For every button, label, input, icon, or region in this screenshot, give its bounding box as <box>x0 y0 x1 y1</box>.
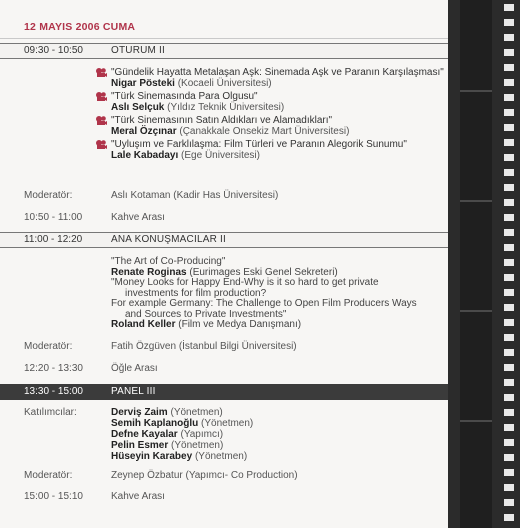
participant-name: Semih Kaplanoğlu <box>111 418 199 429</box>
lunch-label: Öğle Arası <box>111 363 158 374</box>
participant <box>111 418 253 429</box>
film-reel-icon <box>95 115 107 126</box>
moderator-label: Moderatör: <box>24 190 73 201</box>
participant-role: (Yönetmen) <box>170 407 223 418</box>
session-header-ana-konusmacilar <box>0 232 448 248</box>
talk-item <box>111 139 444 161</box>
lunch-time: 12:20 - 13:30 <box>24 363 83 374</box>
participant-role: (Yönetmen) <box>171 440 224 451</box>
speaker-affiliation: (Eurimages Eski Genel Sekreteri) <box>189 266 338 278</box>
moderator-name: Zeynep Özbatur (Yapımcı- Co Production) <box>111 470 298 481</box>
session-time: 09:30 - 10:50 <box>24 45 83 56</box>
session1-talks <box>111 67 444 163</box>
film-frame-divider <box>460 200 492 202</box>
talk-title: "Gündelik Hayatta Metalaşan Aşk: Sinemada Aşk ve Paranın Karşılaşması" <box>111 67 444 78</box>
break-label: Kahve Arası <box>111 212 165 223</box>
film-reel-icon <box>95 91 107 102</box>
participant <box>111 451 253 462</box>
session-header-panel-iii <box>0 384 448 400</box>
talk-title-cont: investments for film production? <box>125 287 267 299</box>
talk-title: "Money Looks for Happy End-Why is it so hard to get private <box>111 277 379 288</box>
session-time: 11:00 - 12:20 <box>24 234 83 245</box>
moderator-label: Moderatör: <box>24 470 73 481</box>
film-strip <box>448 0 520 528</box>
talk-title: "Türk Sinemasında Para Olgusu" <box>111 91 258 102</box>
break-label: Kahve Arası <box>111 491 165 502</box>
film-frame-divider <box>460 420 492 422</box>
speaker-name: Aslı Selçuk <box>111 102 165 113</box>
moderator-name: Fatih Özgüven (İstanbul Bilgi Üniversitesi) <box>111 341 297 352</box>
speaker-affiliation: (Film ve Medya Danışmanı) <box>178 319 302 330</box>
speaker-affiliation: (Çanakkale Onsekiz Mart Üniversitesi) <box>179 126 350 137</box>
talk-title: "Türk Sinemasının Satın Aldıkları ve Alamadıkları" <box>111 115 333 126</box>
talk-item <box>111 91 444 113</box>
talk-title-cont: and Sources to Private Investments" <box>125 308 287 320</box>
film-strip-frame-area <box>460 0 492 528</box>
speaker-name: Lale Kabadayı <box>111 150 179 161</box>
keynote-talks <box>111 257 417 331</box>
participant-role: (Yapımcı) <box>180 429 224 440</box>
speaker-affiliation: (Yıldız Teknik Üniversitesi) <box>167 102 285 113</box>
moderator-label: Moderatör: <box>24 341 73 352</box>
session-title: ANA KONUŞMACILAR II <box>111 234 226 245</box>
break-time: 10:50 - 11:00 <box>24 212 83 223</box>
speaker-name: Roland Keller <box>111 319 176 330</box>
speaker-name: Nigar Pösteki <box>111 78 175 89</box>
session-header-oturum-ii <box>0 43 448 59</box>
participant <box>111 429 253 440</box>
film-frame-divider <box>460 90 492 92</box>
break-time: 15:00 - 15:10 <box>24 491 83 502</box>
session-title: PANEL III <box>111 386 156 397</box>
page-date: 12 MAYIS 2006 CUMA <box>24 21 136 33</box>
film-frame-divider <box>460 310 492 312</box>
talk-title: "Uyluşım ve Farklılaşma: Film Türleri ve Paranın Alegorik Sunumu" <box>111 139 407 150</box>
film-sprocket-holes <box>504 0 514 528</box>
talk-item <box>111 67 444 89</box>
participant-name: Derviş Zaim <box>111 407 168 418</box>
participant-name: Hüseyin Karabey <box>111 451 193 462</box>
speaker-name: Renate Roginas <box>111 266 187 278</box>
participants-list <box>111 407 253 462</box>
participant-name: Pelin Esmer <box>111 440 169 451</box>
participant <box>111 407 253 418</box>
participant-role: (Yönetmen) <box>201 418 254 429</box>
film-reel-icon <box>95 67 107 78</box>
talk-title-cont: For example Germany: The Challenge to Open Film Producers Ways <box>111 298 417 309</box>
session-title: OTURUM II <box>111 45 166 56</box>
talk-title: "The Art of Co-Producing" <box>111 256 226 267</box>
talk-item <box>111 115 444 137</box>
film-reel-icon <box>95 139 107 150</box>
participant-role: (Yönetmen) <box>194 451 248 462</box>
participant <box>111 440 253 451</box>
divider <box>0 38 448 39</box>
speaker-affiliation: (Kocaeli Üniversitesi) <box>177 78 272 89</box>
participants-label: Katılımcılar: <box>24 407 77 418</box>
moderator-name: Aslı Kotaman (Kadir Has Üniversitesi) <box>111 190 279 201</box>
session-time: 13:30 - 15:00 <box>24 386 83 397</box>
speaker-affiliation: (Ege Üniversitesi) <box>181 150 260 161</box>
speaker-name: Meral Özçınar <box>111 126 177 137</box>
participant-name: Defne Kayalar <box>111 429 178 440</box>
